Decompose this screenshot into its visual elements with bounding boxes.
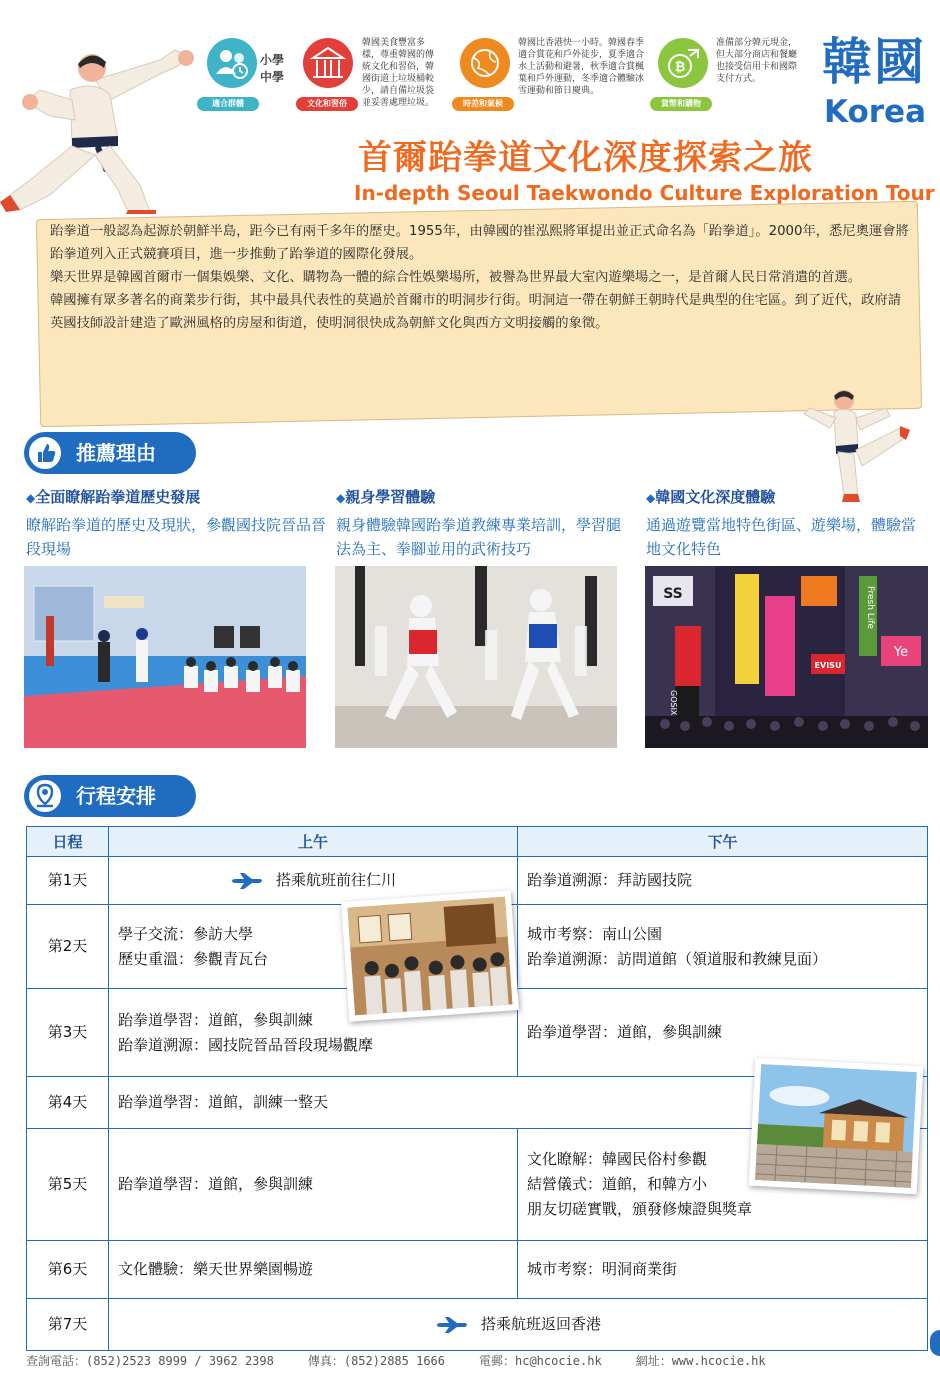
day-cell: 第1天 [27,857,109,905]
country-name-cn: 韓國 [822,33,926,91]
day-cell: 第4天 [27,1077,109,1129]
culture-customs-text: 韓國美食豐富多樣，尊重韓國的傳統文化和習俗，韓國街道上垃圾桶較少，請自備垃圾袋並妥善處理垃圾。 [362,38,435,108]
airplane-icon [230,873,264,889]
taekwondo-fighter-illustration [0,20,200,215]
thumbs-up-icon [27,435,63,471]
sign-gosix: GOSIX [669,690,678,716]
tag-time-climate: 時差和氣候 [452,97,514,111]
reason-desc: 瞭解跆拳道的歷史及現狀，參觀國技院晉品晉段現場 [26,516,327,558]
morning-cell [109,1129,518,1241]
table-row [27,1299,928,1351]
tour-title-en: In-depth Seoul Taekwondo Culture Exploration Tour [354,181,935,205]
day-cell: 第3天 [27,989,109,1077]
afternoon-text: 跆拳道溯源：訪問道館（領道服和教練見面） [527,949,828,968]
intro-paragraph: 跆拳道一般認為起源於朝鮮半島，距今已有兩千多年的歷史。1955年，由韓國的崔泓熙將軍提出並正式命名為「跆拳道」。2000年，悉尼奧運會將跆拳道列入正式競賽項目，進一步推動了跆拳道的國際化發展。 [50,224,909,262]
footer-email[interactable]: 電郵：hc@hcocie.hk [479,1354,602,1368]
afternoon-cell [518,905,928,989]
day-cell: 第6天 [27,1241,109,1299]
morning-cell [109,1241,518,1299]
fullday-text: 搭乘航班返回香港 [480,1315,601,1333]
col-day: 日程 [27,827,109,857]
afternoon-cell [518,1241,928,1299]
reason-desc: 親身體驗韓國跆拳道教練專業培訓，學習腿法為主、拳腳並用的武術技巧 [336,516,622,558]
airplane-icon [435,1317,469,1333]
intro-paragraph: 韓國擁有眾多著名的商業步行街，其中最具代表性的莫過於首爾市的明洞步行街。明洞這一帶在朝鮮王朝時代是典型的住宅區。到了近代，政府請英國技師設計建造了歐洲風格的房屋和街道，使明洞很快成為朝鮮文化與西方文明接觸的象徵。 [50,293,901,331]
footer-phone: 查詢電話：(852)2523 8999 / 3962 2398 [26,1354,274,1368]
table-row [27,1241,928,1299]
time-climate-text: 韓國比香港快一小時。韓國春季適合賞花和戶外徒步，夏季適合水上活動和避暑，秋季適合賞楓葉和戶外運動，冬季適合體驗冰雪運動和節日慶典。 [518,38,645,96]
reason-title-row [26,486,326,509]
footer-website[interactable]: 網址：www.hcocie.hk [635,1354,766,1368]
country-name-en: Korea [823,94,926,130]
morning-text: 搭乘航班前往仁川 [275,871,396,889]
reason-item [646,486,916,561]
money-icon [658,38,708,88]
day-cell: 第7天 [27,1299,109,1351]
afternoon-text: 城市考察：明洞商業街 [527,1260,678,1278]
svg-text:₿: ₿ [674,60,686,75]
tour-title-cn: 首爾跆拳道文化深度探索之旅 [358,138,813,178]
day-cell: 第5天 [27,1129,109,1241]
footer-fax: 傳真：(852)2885 1666 [307,1354,445,1368]
afternoon-text: 朋友切磋實戰，頒發修煉證與獎章 [527,1200,753,1218]
intro-paragraph: 樂天世界是韓國首爾市一個集娛樂、文化、購物為一體的綜合性娛樂場所，被譽為世界最大室內遊樂場之一，是首爾人民日常消遣的首選。 [50,270,862,285]
schedule-heading [24,775,196,817]
footer-contact [26,1352,766,1369]
photo-folk-village [749,1058,923,1195]
col-morning: 上午 [109,827,518,857]
location-pin-icon [27,778,63,814]
target-grades [260,52,284,86]
photo-university-visit [341,890,519,1022]
recommend-heading [24,432,196,474]
afternoon-text: 結營儀式：道館，和韓方小 [527,1175,708,1193]
morning-text: 跆拳道學習：道館，參與訓練 [118,1010,314,1029]
currency-shopping-text: 准備部分韓元現金，但大部分商店和餐廳也接受信用卡和國際支付方式。 [716,38,798,84]
afternoon-text: 文化瞭解：韓國民俗村參觀 [527,1150,708,1168]
day-cell: 第2天 [27,905,109,989]
afternoon-cell [518,857,928,905]
people-icon [207,38,257,88]
grade-primary: 小學 [260,53,285,67]
reason-title: 親身學習體驗 [345,488,436,506]
reason-desc: 通過遊覽當地特色街區、遊樂場，體驗當地文化特色 [646,516,917,558]
morning-text: 歷史重溫：參觀青瓦台 [118,949,269,968]
morning-text: 跆拳道溯源：國技院晉品晉段現場觀摩 [118,1035,374,1054]
fullday-cell [109,1299,928,1351]
reason-item [336,486,626,561]
table-header-row [27,827,928,857]
intro-text [50,220,912,335]
tag-culture-customs: 文化和習俗 [296,97,358,111]
reason-item [26,486,326,561]
recommend-heading-label: 推薦理由 [76,441,156,465]
globe-clock-icon [460,38,510,88]
sign-evisu: EVISU [814,661,842,670]
tag-target-group: 適合群體 [197,97,259,111]
col-afternoon: 下午 [518,827,928,857]
temple-icon [303,38,353,88]
morning-text: 文化體驗：樂天世界樂園暢遊 [118,1260,314,1278]
photo-training-hall [24,566,306,748]
photo-sparring [335,566,617,748]
afternoon-text: 城市考察：南山公園 [527,924,663,943]
reason-title-row [336,486,626,509]
grade-secondary: 中學 [260,70,285,84]
schedule-heading-label: 行程安排 [76,784,156,808]
reason-title-row [646,486,916,509]
sign-ye: Ye [893,645,909,660]
diamond-icon: ◆ [336,491,346,505]
page-corner-tab [930,1330,940,1356]
sign-fresh-life: Fresh Life [865,586,875,630]
diamond-icon: ◆ [646,491,656,505]
morning-text: 跆拳道學習：道館，參與訓練 [118,1175,314,1193]
reason-title: 全面瞭解跆拳道歷史發展 [35,488,201,506]
reason-title: 韓國文化深度體驗 [655,488,776,506]
sign-ss: SS [663,586,683,602]
diamond-icon: ◆ [26,491,36,505]
fullday-text: 跆拳道學習：道館，訓練一整天 [118,1093,329,1111]
photo-myeongdong-street [645,566,928,748]
tag-currency-shopping: 貨幣和購物 [650,97,712,111]
afternoon-text: 跆拳道學習：道館，參與訓練 [527,1023,723,1041]
morning-text: 學子交流：參訪大學 [118,924,254,943]
afternoon-text: 跆拳道溯源：拜訪國技院 [527,871,693,889]
